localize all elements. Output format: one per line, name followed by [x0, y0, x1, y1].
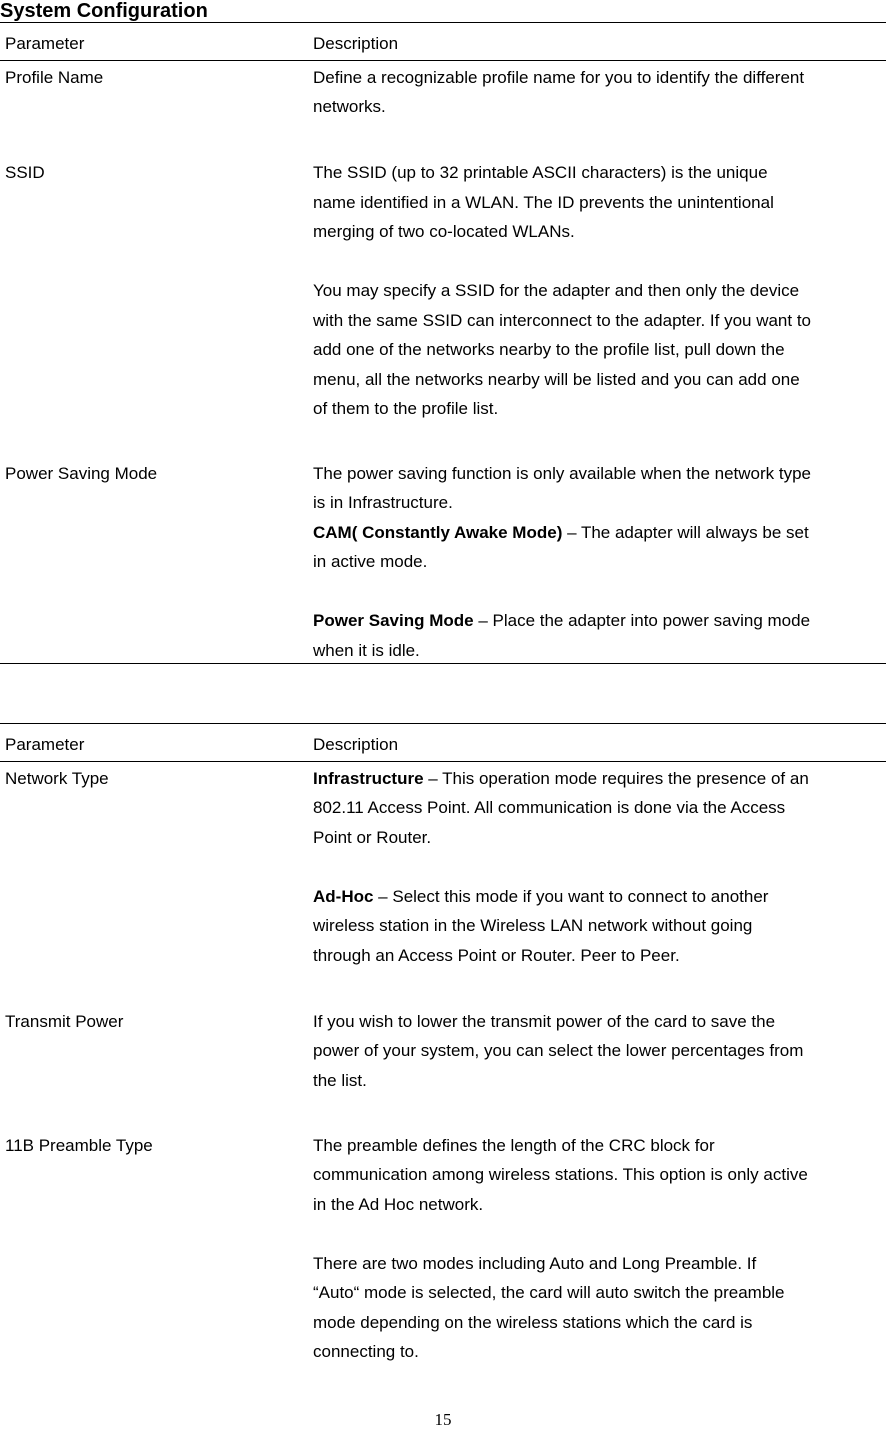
term-ad-hoc-text: – Select this mode if you want to connect to another	[373, 887, 769, 906]
desc-line-bold-lead	[313, 606, 810, 636]
desc-line-bold-lead	[313, 518, 809, 548]
desc-line: of them to the profile list.	[313, 399, 499, 418]
page-title: System Configuration	[0, 0, 208, 22]
desc-line-bold-lead	[313, 764, 809, 794]
desc-line: You may specify a SSID for the adapter and then only the device	[313, 281, 800, 300]
table1-header-description: Description	[313, 34, 399, 53]
table2-header-description: Description	[313, 735, 399, 754]
desc-line: Define a recognizable profile name for you to identify the different	[313, 68, 805, 87]
desc-line: 802.11 Access Point. All communication is done via the Access	[313, 798, 786, 817]
desc-line: when it is idle.	[313, 641, 420, 660]
desc-line: The SSID (up to 32 printable ASCII characters) is the unique	[313, 163, 768, 182]
desc-line: networks.	[313, 97, 386, 116]
param-11b-preamble-type: 11B Preamble Type	[5, 1136, 153, 1155]
param-transmit-power: Transmit Power	[5, 1012, 124, 1031]
desc-line: There are two modes including Auto and Long Preamble. If	[313, 1254, 757, 1273]
desc-line: in active mode.	[313, 552, 428, 571]
desc-line: wireless station in the Wireless LAN network without going	[313, 916, 753, 935]
param-power-saving-mode: Power Saving Mode	[5, 464, 158, 483]
table1-bottom-rule	[0, 663, 886, 664]
term-power-saving-text: – Place the adapter into power saving mode	[473, 611, 811, 630]
desc-line: merging of two co-located WLANs.	[313, 222, 575, 241]
param-network-type: Network Type	[5, 769, 109, 788]
desc-line: name identified in a WLAN. The ID prevents the unintentional	[313, 193, 774, 212]
desc-line: with the same SSID can interconnect to the adapter. If you want to	[313, 311, 812, 330]
desc-line: connecting to.	[313, 1342, 419, 1361]
term-infrastructure: Infrastructure	[313, 769, 424, 788]
desc-line: in the Ad Hoc network.	[313, 1195, 484, 1214]
desc-line: add one of the networks nearby to the profile list, pull down the	[313, 340, 785, 359]
term-power-saving-mode: Power Saving Mode	[313, 611, 474, 630]
desc-line: is in Infrastructure.	[313, 493, 453, 512]
term-cam-text: – The adapter will always be set	[562, 523, 809, 542]
desc-line: The preamble defines the length of the CRC block for	[313, 1136, 715, 1155]
desc-line: through an Access Point or Router. Peer to Peer.	[313, 946, 680, 965]
desc-line: Point or Router.	[313, 828, 432, 847]
table1-header-parameter: Parameter	[5, 34, 85, 53]
term-infrastructure-text: – This operation mode requires the presence of an	[423, 769, 809, 788]
desc-line: the list.	[313, 1071, 367, 1090]
desc-line: communication among wireless stations. This option is only active	[313, 1165, 808, 1184]
desc-line: menu, all the networks nearby will be listed and you can add one	[313, 370, 800, 389]
term-ad-hoc: Ad-Hoc	[313, 887, 374, 906]
desc-line: mode depending on the wireless stations which the card is	[313, 1313, 753, 1332]
desc-line-bold-lead	[313, 882, 768, 912]
title-rule	[0, 22, 886, 23]
desc-line: power of your system, you can select the lower percentages from	[313, 1041, 804, 1060]
table2-top-rule	[0, 723, 886, 724]
term-cam: CAM( Constantly Awake Mode)	[313, 523, 563, 542]
desc-line: If you wish to lower the transmit power of the card to save the	[313, 1012, 776, 1031]
table1-header-rule	[0, 60, 886, 61]
page-number: 15	[434, 1410, 452, 1429]
param-ssid: SSID	[5, 163, 45, 182]
desc-line: “Auto“ mode is selected, the card will auto switch the preamble	[313, 1283, 785, 1302]
table2-header-rule	[0, 761, 886, 762]
table2-header-parameter: Parameter	[5, 735, 85, 754]
param-profile-name: Profile Name	[5, 68, 104, 87]
desc-line: The power saving function is only available when the network type	[313, 464, 812, 483]
